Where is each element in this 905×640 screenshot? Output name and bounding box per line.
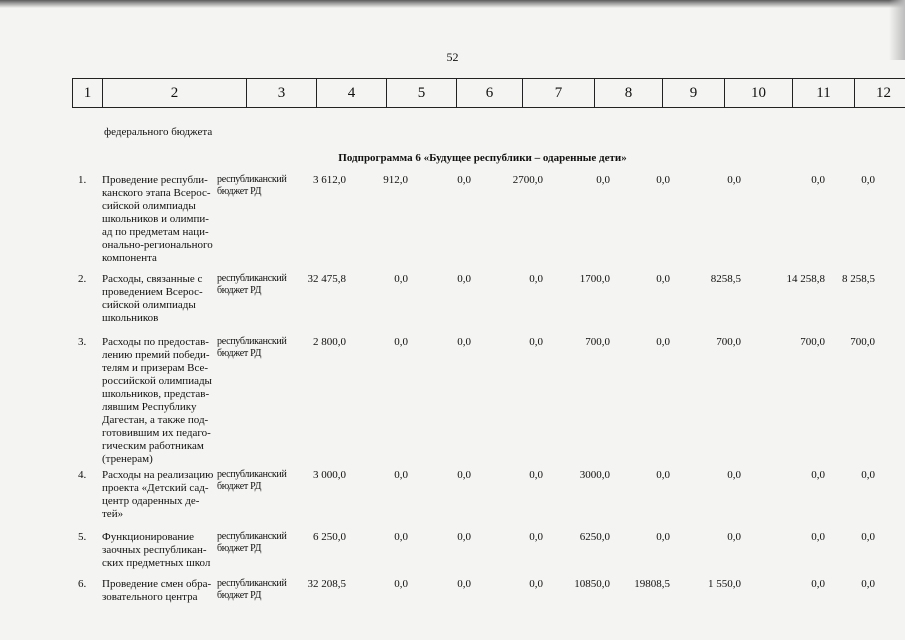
amount-cell: 1 550,0	[708, 578, 741, 590]
activity-name: Расходы по предостав- лению премий победи- телям и призерам Все- российской олимпиады школьников, представ- лявшим Республику Дагестан, а также под- готовившим их педаго- гическим работникам (тренерам)	[102, 336, 212, 465]
funding-source: республиканский бюджет РД	[217, 273, 287, 296]
amount-cell: 0,0	[656, 469, 670, 481]
amount-cell: 0,0	[727, 174, 741, 186]
column-number: 9	[663, 79, 725, 108]
activity-name: Расходы на реализацию проекта «Детский сад- центр одаренных де- тей»	[102, 469, 214, 520]
column-number: 11	[793, 79, 855, 108]
amount-cell: 700,0	[850, 336, 875, 348]
amount-cell: 0,0	[529, 578, 543, 590]
row-number: 6.	[78, 578, 87, 590]
amount-cell: 912,0	[383, 174, 408, 186]
amount-cell: 0,0	[394, 336, 408, 348]
amount-cell: 0,0	[457, 469, 471, 481]
amount-cell: 1700,0	[579, 273, 610, 285]
row-number: 1.	[78, 174, 87, 186]
amount-cell: 3 612,0	[313, 174, 346, 186]
amount-cell: 0,0	[529, 469, 543, 481]
amount-cell: 2700,0	[512, 174, 543, 186]
amount-cell: 0,0	[861, 174, 875, 186]
row-number: 3.	[78, 336, 87, 348]
funding-source: республиканский бюджет РД	[217, 531, 287, 554]
funding-source: республиканский бюджет РД	[217, 336, 287, 359]
amount-cell: 10850,0	[574, 578, 610, 590]
amount-cell: 0,0	[457, 273, 471, 285]
column-number: 4	[317, 79, 387, 108]
column-number: 1	[73, 79, 103, 108]
amount-cell: 0,0	[529, 531, 543, 543]
amount-cell: 0,0	[457, 531, 471, 543]
amount-cell: 3 000,0	[313, 469, 346, 481]
activity-name: Проведение смен обра- зовательного центра	[102, 578, 212, 603]
activity-name: Функционирование заочных республикан- ских предметных школ	[102, 531, 211, 569]
amount-cell: 0,0	[861, 531, 875, 543]
activity-name: Расходы, связанные с проведением Всерос- сийской олимпиады школьников	[102, 273, 203, 324]
amount-cell: 0,0	[861, 578, 875, 590]
amount-cell: 0,0	[457, 336, 471, 348]
amount-cell: 0,0	[811, 174, 825, 186]
column-number: 12	[855, 79, 905, 108]
scan-edge-shadow	[0, 0, 905, 8]
amount-cell: 0,0	[656, 531, 670, 543]
amount-cell: 0,0	[394, 531, 408, 543]
amount-cell: 0,0	[457, 174, 471, 186]
subprogram-title: Подпрограмма 6 «Будущее республики – одаренные дети»	[338, 152, 627, 164]
activity-name: Проведение республи- канского этапа Всерос- сийской олимпиады школьников и олимпи- ад по предметам наци- онально-регионального компонента	[102, 174, 213, 264]
amount-cell: 6 250,0	[313, 531, 346, 543]
funding-source: республиканский бюджет РД	[217, 578, 287, 601]
amount-cell: 0,0	[811, 531, 825, 543]
amount-cell: 32 475,8	[307, 273, 346, 285]
amount-cell: 700,0	[585, 336, 610, 348]
row-number: 5.	[78, 531, 87, 543]
amount-cell: 700,0	[716, 336, 741, 348]
amount-cell: 0,0	[394, 578, 408, 590]
amount-cell: 0,0	[529, 273, 543, 285]
column-number: 7	[523, 79, 595, 108]
column-number: 10	[725, 79, 793, 108]
page-number: 52	[446, 50, 459, 64]
amount-cell: 0,0	[656, 336, 670, 348]
amount-cell: 0,0	[727, 531, 741, 543]
amount-cell: 0,0	[811, 469, 825, 481]
continuation-text: федерального бюджета	[104, 126, 213, 138]
column-number: 2	[103, 79, 247, 108]
amount-cell: 0,0	[861, 469, 875, 481]
column-number: 6	[457, 79, 523, 108]
column-number: 5	[387, 79, 457, 108]
amount-cell: 8 258,5	[842, 273, 875, 285]
amount-cell: 0,0	[394, 469, 408, 481]
funding-source: республиканский бюджет РД	[217, 469, 287, 492]
amount-cell: 14 258,8	[786, 273, 825, 285]
amount-cell: 8258,5	[710, 273, 741, 285]
row-number: 4.	[78, 469, 87, 481]
amount-cell: 6250,0	[579, 531, 610, 543]
amount-cell: 3000,0	[579, 469, 610, 481]
amount-cell: 0,0	[596, 174, 610, 186]
amount-cell: 0,0	[727, 469, 741, 481]
amount-cell: 0,0	[394, 273, 408, 285]
amount-cell: 0,0	[457, 578, 471, 590]
column-number-header	[72, 78, 905, 108]
amount-cell: 32 208,5	[307, 578, 346, 590]
amount-cell: 2 800,0	[313, 336, 346, 348]
row-number: 2.	[78, 273, 87, 285]
amount-cell: 0,0	[811, 578, 825, 590]
amount-cell: 700,0	[800, 336, 825, 348]
column-number: 8	[595, 79, 663, 108]
column-number: 3	[247, 79, 317, 108]
funding-source: республиканский бюджет РД	[217, 174, 287, 197]
amount-cell: 0,0	[529, 336, 543, 348]
amount-cell: 19808,5	[634, 578, 670, 590]
amount-cell: 0,0	[656, 273, 670, 285]
amount-cell: 0,0	[656, 174, 670, 186]
